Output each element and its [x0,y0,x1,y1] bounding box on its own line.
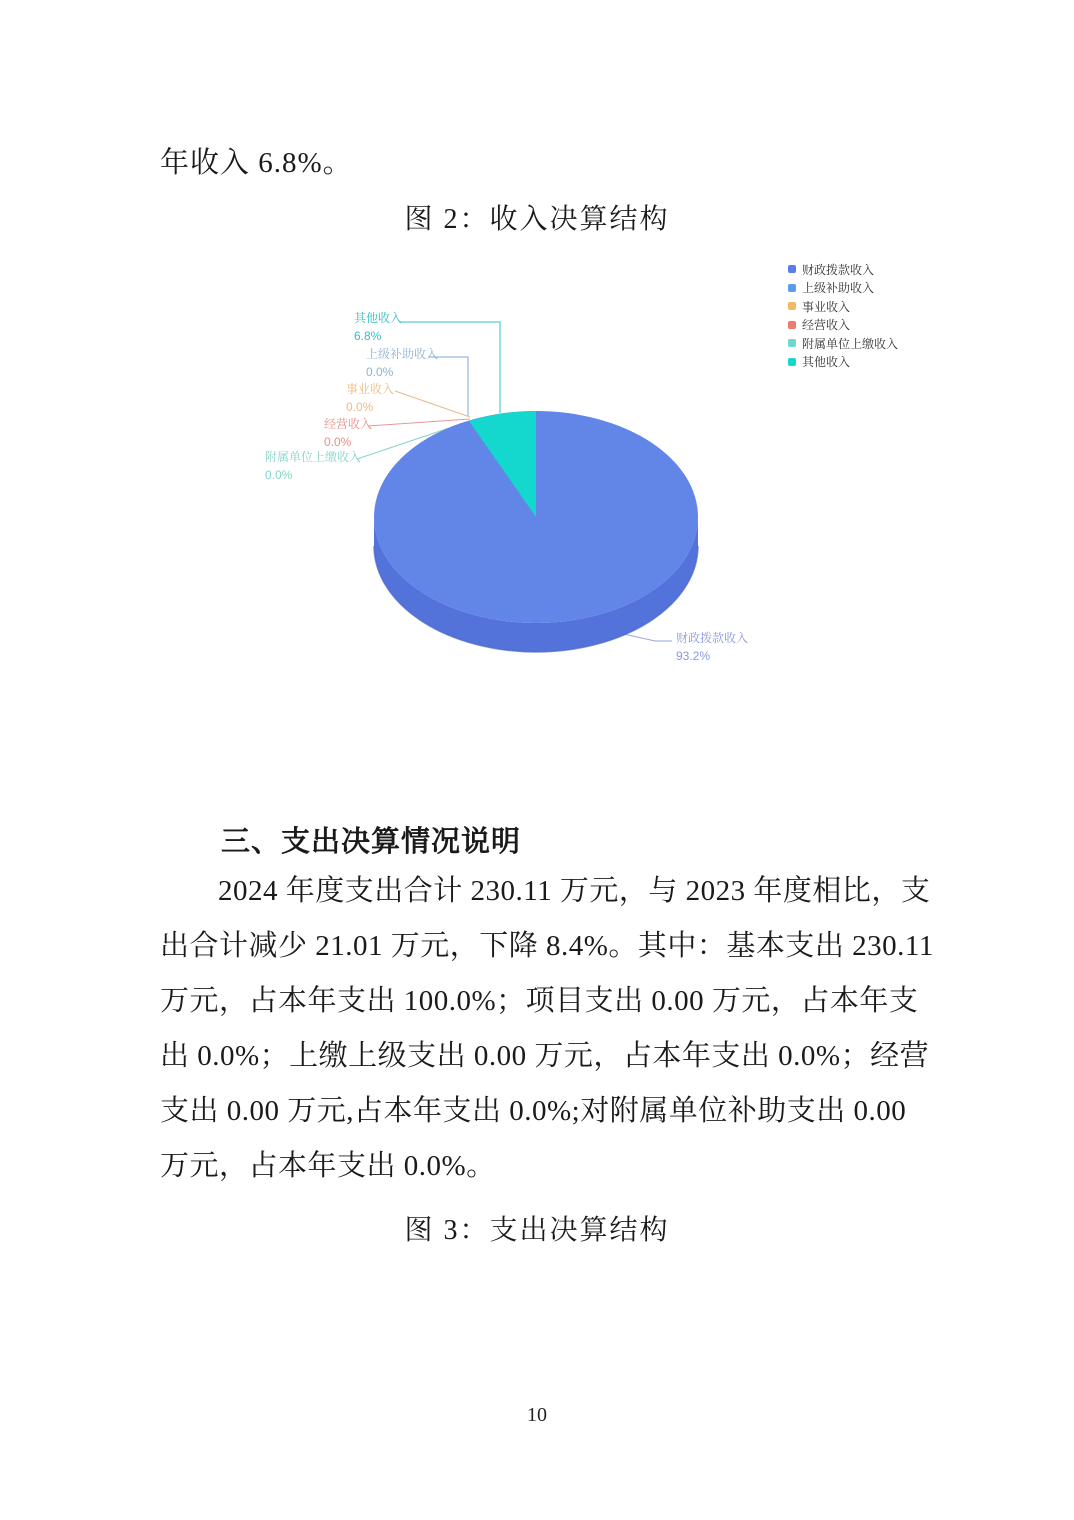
expenditure-paragraph [160,864,934,1194]
legend-label: 经营收入 [802,318,851,332]
legend-item [788,260,898,278]
figure2-title: 图 2：收入决算结构 [404,204,670,235]
callout-label: 经营收入 [324,417,373,431]
legend-label: 财政拨款收入 [802,262,875,277]
legend-label: 事业收入 [802,299,851,314]
callout-business-income [346,380,394,416]
legend-item [788,334,898,352]
callout-label: 财政拨款收入 [676,631,749,645]
callout-fiscal-income [676,629,748,665]
callout-superior-subsidy [366,345,438,381]
callout-value: 6.8% [354,329,382,343]
legend-swatch-icon [788,358,796,366]
paragraph-line: 2024 年度支出合计 230.11 万元，与 2023 年度相比，支 [218,875,931,907]
callout-label: 上级补助收入 [366,347,439,361]
callout-value: 0.0% [324,435,352,449]
paragraph-line: 万元，占本年支出 100.0%；项目支出 0.00 万元，占本年支 [160,985,919,1017]
legend-item [788,316,898,334]
page-number: 10 [527,1404,547,1426]
legend-item [788,297,898,315]
callout-label: 其他收入 [354,311,403,325]
paragraph-line: 出 0.0%；上缴上级支出 0.00 万元，占本年支出 0.0%；经营 [160,1040,930,1072]
legend-swatch-icon [788,284,796,292]
callout-label: 事业收入 [346,382,395,396]
callout-operating-income [324,415,372,451]
paragraph-line: 出合计减少 21.01 万元，下降 8.4%。其中：基本支出 230.11 [160,930,934,962]
legend-label: 其他收入 [802,355,851,369]
callout-affiliated-income [265,448,361,484]
paragraph-line: 支出 0.00 万元,占本年支出 0.0%;对附属单位补助支出 0.00 [160,1095,907,1127]
legend-label: 附属单位上缴收入 [802,336,899,351]
legend-item [788,353,898,371]
legend-swatch-icon [788,321,796,329]
callout-value: 0.0% [366,365,394,379]
intro-text: 年收入 6.8%。 [160,147,353,179]
figure2-pie-chart [250,250,930,730]
legend-label: 上级补助收入 [802,281,875,295]
callout-other-income [354,309,402,345]
legend-swatch-icon [788,302,796,310]
callout-label: 附属单位上缴收入 [265,450,362,464]
legend-swatch-icon [788,265,796,273]
figure3-title: 图 3：支出决算结构 [404,1215,670,1246]
callout-value: 0.0% [346,400,374,414]
section-heading: 三、支出决算情况说明 [221,826,522,858]
callout-value: 93.2% [676,649,711,663]
legend-item [788,279,898,297]
legend-swatch-icon [788,339,796,347]
paragraph-line: 万元，占本年支出 0.0%。 [160,1150,496,1182]
chart-legend [788,260,898,371]
callout-value: 0.0% [265,468,293,482]
